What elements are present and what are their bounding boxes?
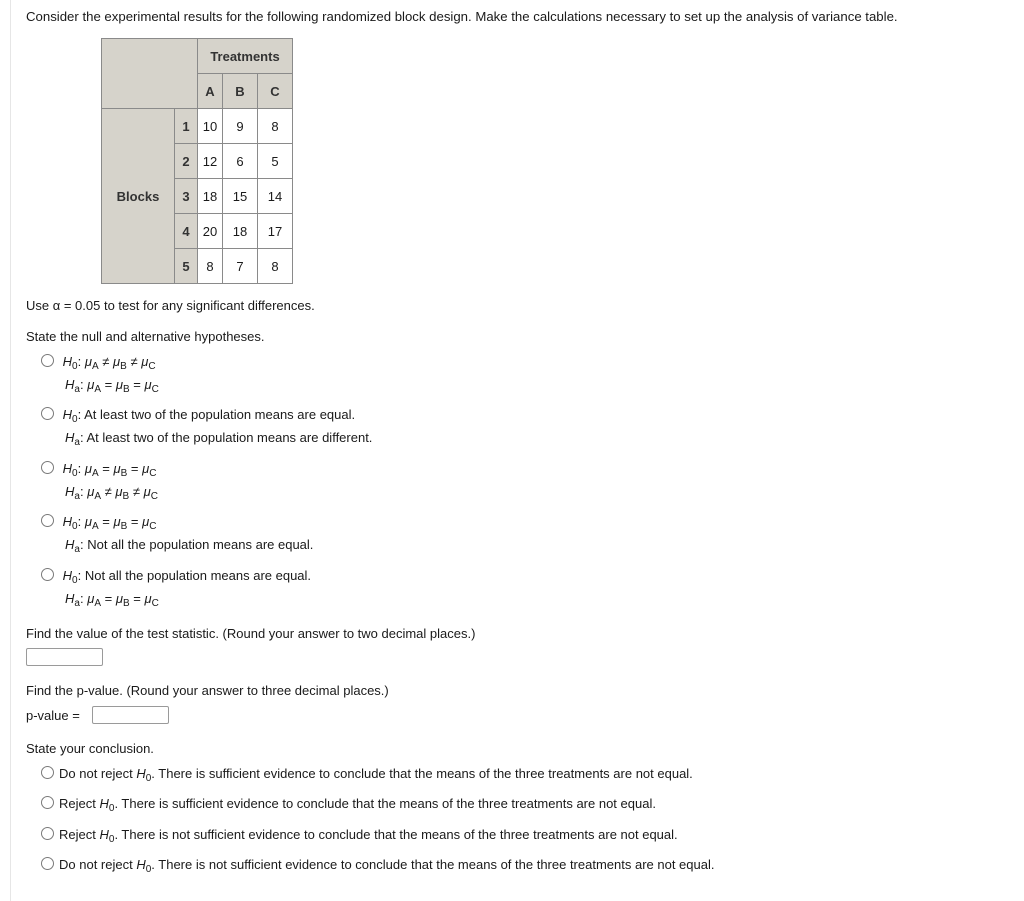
radio-button[interactable] [41, 407, 54, 420]
cell-1-c: 8 [258, 109, 293, 144]
hypothesis-option-1[interactable] [41, 354, 159, 395]
cell-3-c: 14 [258, 179, 293, 214]
test-statistic-input[interactable] [26, 648, 103, 666]
col-header-b: B [223, 74, 258, 109]
cell-3-b: 15 [223, 179, 258, 214]
radio-button[interactable] [41, 827, 54, 840]
col-header-a: A [198, 74, 223, 109]
alternative-hypothesis: $H_a$: $\mu_A \ne \mu_B \ne \mu_C$ [65, 484, 158, 502]
cell-2-c: 5 [258, 144, 293, 179]
null-hypothesis: $H_0$: $\mu_A = \mu_B = \mu_C$ [62, 461, 157, 479]
hypothesis-option-4[interactable] [41, 514, 314, 555]
hypothesis-option-5[interactable] [41, 568, 312, 609]
pvalue-label: p-value = [26, 708, 80, 723]
hypothesis-option-2[interactable] [41, 407, 373, 448]
randomized-block-table [101, 38, 293, 284]
cell-2-b: 6 [223, 144, 258, 179]
block-number: 1 [175, 109, 198, 144]
conclusion-prompt: State your conclusion. [26, 741, 154, 756]
cell-5-b: 7 [223, 249, 258, 284]
cell-4-b: 18 [223, 214, 258, 249]
cell-4-c: 17 [258, 214, 293, 249]
block-number: 3 [175, 179, 198, 214]
block-number: 5 [175, 249, 198, 284]
pvalue-prompt: Find the p-value. (Round your answer to three decimal places.) [26, 683, 389, 698]
hypotheses-prompt: State the null and alternative hypotheses. [26, 329, 265, 344]
radio-button[interactable] [41, 796, 54, 809]
null-hypothesis: $H_0$: $\mu_A = \mu_B = \mu_C$ [62, 514, 157, 532]
conclusion-option-2[interactable]: Reject $H_0$. There is sufficient evidence to conclude that the means of the three treatments are not equal. [41, 796, 656, 814]
radio-button[interactable] [41, 766, 54, 779]
cell-5-c: 8 [258, 249, 293, 284]
alternative-hypothesis: $H_a$: At least two of the population means are different. [65, 430, 373, 448]
radio-button[interactable] [41, 354, 54, 367]
alpha-statement: Use α = 0.05 to test for any significant differences. [26, 298, 315, 313]
cell-5-a: 8 [198, 249, 223, 284]
table-corner [102, 39, 198, 109]
test-statistic-prompt: Find the value of the test statistic. (Round your answer to two decimal places.) [26, 626, 476, 641]
cell-3-a: 18 [198, 179, 223, 214]
alternative-hypothesis: $H_a$: $\mu_A = \mu_B = \mu_C$ [65, 377, 159, 395]
null-hypothesis: $H_0$: $\mu_A \ne \mu_B \ne \mu_C$ [62, 354, 156, 372]
conclusion-option-4[interactable]: Do not reject $H_0$. There is not sufficient evidence to conclude that the means of the three treatments are not equal. [41, 857, 714, 875]
treatments-header: Treatments [198, 39, 293, 74]
col-header-c: C [258, 74, 293, 109]
null-hypothesis: $H_0$: At least two of the population means are equal. [62, 407, 356, 425]
radio-button[interactable] [41, 514, 54, 527]
block-number: 4 [175, 214, 198, 249]
radio-button[interactable] [41, 857, 54, 870]
alternative-hypothesis: $H_a$: $\mu_A = \mu_B = \mu_C$ [65, 591, 159, 609]
cell-4-a: 20 [198, 214, 223, 249]
cell-1-a: 10 [198, 109, 223, 144]
null-hypothesis: $H_0$: Not all the population means are equal. [62, 568, 312, 586]
radio-button[interactable] [41, 461, 54, 474]
blocks-label: Blocks [102, 109, 175, 284]
cell-2-a: 12 [198, 144, 223, 179]
conclusion-option-3[interactable]: Reject $H_0$. There is not sufficient evidence to conclude that the means of the three treatments are not equal. [41, 827, 678, 845]
block-number: 2 [175, 144, 198, 179]
question-intro: Consider the experimental results for the following randomized block design. Make the calculations necessary to set up the analysis of variance table. [26, 9, 898, 24]
hypothesis-option-3[interactable] [41, 461, 158, 502]
pvalue-input[interactable] [92, 706, 169, 724]
radio-button[interactable] [41, 568, 54, 581]
conclusion-option-1[interactable]: Do not reject $H_0$. There is sufficient evidence to conclude that the means of the three treatments are not equal. [41, 766, 693, 784]
question-panel [10, 0, 1022, 901]
cell-1-b: 9 [223, 109, 258, 144]
alternative-hypothesis: $H_a$: Not all the population means are equal. [65, 537, 314, 555]
